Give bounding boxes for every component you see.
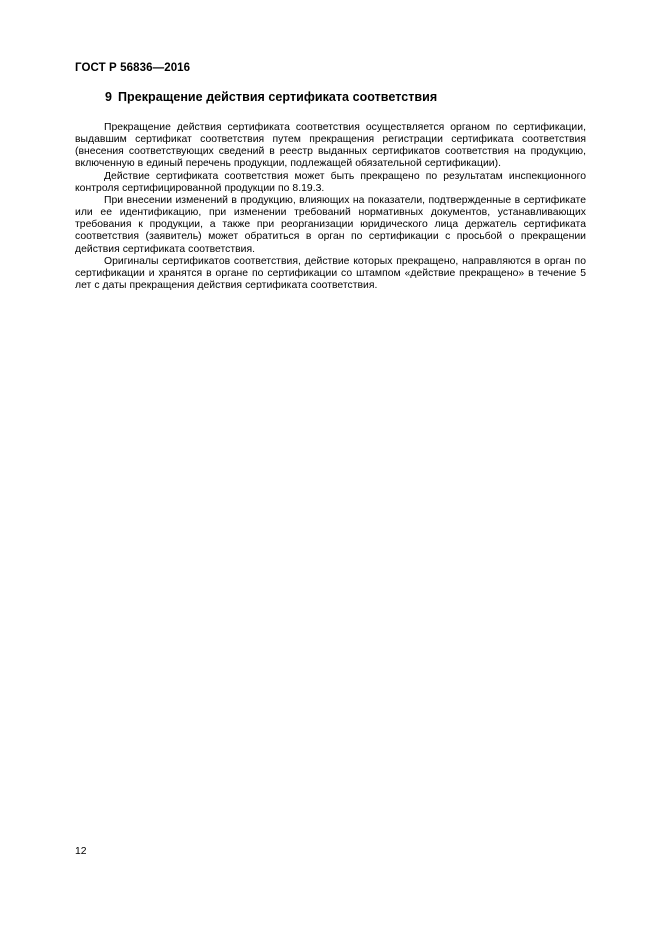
- paragraph-2: Действие сертификата соответствия может быть прекращено по результатам инспекционного контроля сертифицированной продукции по 8.19.3.: [75, 170, 586, 194]
- paragraph-4: Оригиналы сертификатов соответствия, действие которых прекращено, направляются в орган по сертификации и хранятся в органе по сертификации со штампом «действие прекращено» в течение 5 лет с даты прекращения действия сертификата соответствия.: [75, 255, 586, 292]
- paragraph-3: При внесении изменений в продукцию, влияющих на показатели, подтвержденные в сертификате или ее идентификацию, при изменении требований нормативных документов, устанавливающих требования к продукции, а также при реорганизации юридического лица держатель сертификата соответствия (заявитель) может обратиться в орган по сертификации с просьбой о прекращении действия сертификата соответствия.: [75, 194, 586, 255]
- section-title: Прекращение действия сертификата соответствия: [118, 90, 438, 104]
- body-text-block: [75, 122, 586, 292]
- section-number: 9: [105, 90, 113, 104]
- page-number: 12: [75, 846, 87, 857]
- running-header-standard-number: ГОСТ Р 56836—2016: [75, 62, 191, 74]
- paragraph-1: Прекращение действия сертификата соответствия осуществляется органом по сертификации, выдавшим сертификат соответствия путем прекращения регистрации сертификата соответствия (внесения соответствующих сведений в реестр выданных сертификатов соответствия на продукцию, включенную в единый перечень продукции, подлежащей обязательной сертификации).: [75, 122, 586, 170]
- section-heading: [105, 90, 437, 104]
